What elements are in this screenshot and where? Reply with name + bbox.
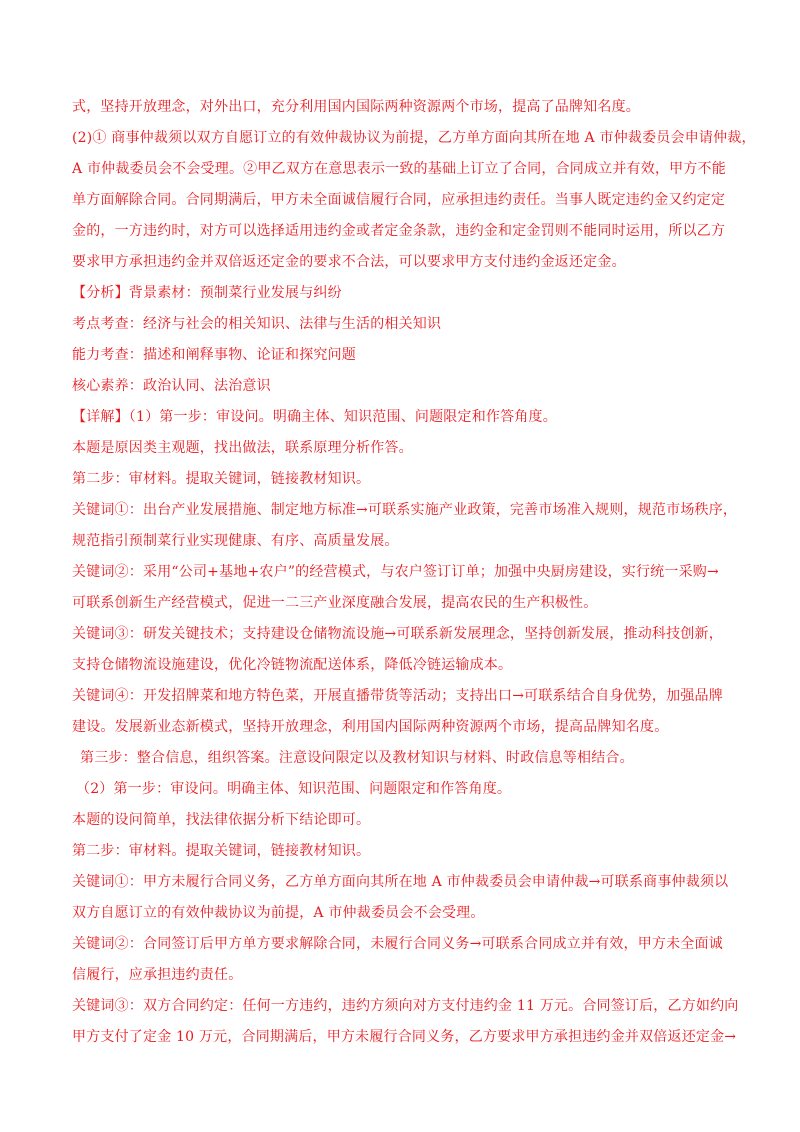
- text-line: (2)① 商事仲裁须以双方自愿订立的有效仲裁协议为前提，乙方单方面向其所在地 A 市仲裁委员会申请仲裁，: [72, 130, 756, 146]
- text-line: 第二步：审材料。提取关键词，链接教材知识。: [72, 843, 371, 859]
- text-line: 关键词③：研发关键技术；支持建设仓储物流设施→可联系新发展理念，坚持创新发展，推动科技创新，: [72, 626, 723, 642]
- text-line: 关键词③：双方合同约定：任何一方违约，违约方须向对方支付违约金 11 万元。合同签订后，乙方如约向: [72, 998, 739, 1014]
- text-line: 可联系创新生产经营模式，促进一二三产业深度融合发展，提高农民的生产积极性。: [72, 595, 598, 611]
- text-line: 信履行，应承担违约责任。: [72, 967, 243, 983]
- text-line: 式，坚持开放理念，对外出口，充分利用国内国际两种资源两个市场，提高了品牌知名度。: [72, 99, 640, 115]
- text-line: （2）第一步：审设问。明确主体、知识范围、问题限定和作答角度。: [76, 781, 512, 797]
- text-line: 关键词①：出台产业发展措施、制定地方标准→可联系实施产业政策，完善市场准入规则，规范市场秩序，: [72, 502, 738, 518]
- text-line: 本题的设问简单，找法律依据分析下结论即可。: [72, 812, 371, 828]
- text-line: 第三步：整合信息，组织答案。注意设问限定以及教材知识与材料、时政信息等相结合。: [80, 750, 634, 766]
- text-line: 考点考查：经济与社会的相关知识、法律与生活的相关知识: [72, 316, 442, 332]
- text-line: 核心素养：政治认同、法治意识: [72, 378, 271, 394]
- text-line: 关键词④：开发招牌菜和地方特色菜，开展直播带货等活动；支持出口→可联系结合自身优势，加强品牌: [72, 688, 723, 704]
- text-line: 双方自愿订立的有效仲裁协议为前提，A 市仲裁委员会不会受理。: [72, 905, 485, 921]
- document-body: [72, 92, 756, 1053]
- text-line: A 市仲裁委员会不会受理。②甲乙双方在意思表示一致的基础上订立了合同，合同成立并有效，甲方不能: [72, 161, 726, 177]
- text-line: 建设。发展新业态新模式，坚持开放理念，利用国内国际两种资源两个市场，提高品牌知名度。: [72, 719, 669, 735]
- analysis-heading: 【分析】背景素材：预制菜行业发展与纠纷: [72, 285, 342, 301]
- text-line: 要求甲方承担违约金并双倍返还定金的要求不合法，可以要求甲方支付违约金返还定金。: [72, 254, 626, 270]
- text-line: 规范指引预制菜行业实现健康、有序、高质量发展。: [72, 533, 399, 549]
- text-line: 关键词②：合同签订后甲方单方要求解除合同，未履行合同义务→可联系合同成立并有效，甲方未全面诚: [72, 936, 723, 952]
- text-line: 关键词②：采用“公司+基地+农户”的经营模式，与农户签订订单；加强中央厨房建设，实行统一采购→: [72, 564, 719, 580]
- text-line: 能力考查：描述和阐释事物、论证和探究问题: [72, 347, 356, 363]
- text-line: 单方面解除合同。合同期满后，甲方未全面诚信履行合同，应承担违约责任。当事人既定违约金又约定定: [72, 192, 726, 208]
- text-line: 甲方支付了定金 10 万元，合同期满后，甲方未履行合同义务，乙方要求甲方承担违约金并双倍返还定金→: [72, 1029, 737, 1045]
- text-line: 第二步：审材料。提取关键词，链接教材知识。: [72, 471, 371, 487]
- detail-heading: 【详解】（1）第一步：审设问。明确主体、知识范围、问题限定和作答角度。: [72, 409, 557, 425]
- text-line: 支持仓储物流设施建设，优化冷链物流配送体系，降低冷链运输成本。: [72, 657, 513, 673]
- text-line: 关键词①：甲方未履行合同义务，乙方单方面向其所在地 A 市仲裁委员会申请仲裁→可联系商事仲裁须以: [72, 874, 729, 890]
- text-line: 本题是原因类主观题，找出做法，联系原理分析作答。: [72, 440, 413, 456]
- text-line: 金的，一方违约时，对方可以选择适用违约金或者定金条款，违约金和定金罚则不能同时运用，所以乙方: [72, 223, 726, 239]
